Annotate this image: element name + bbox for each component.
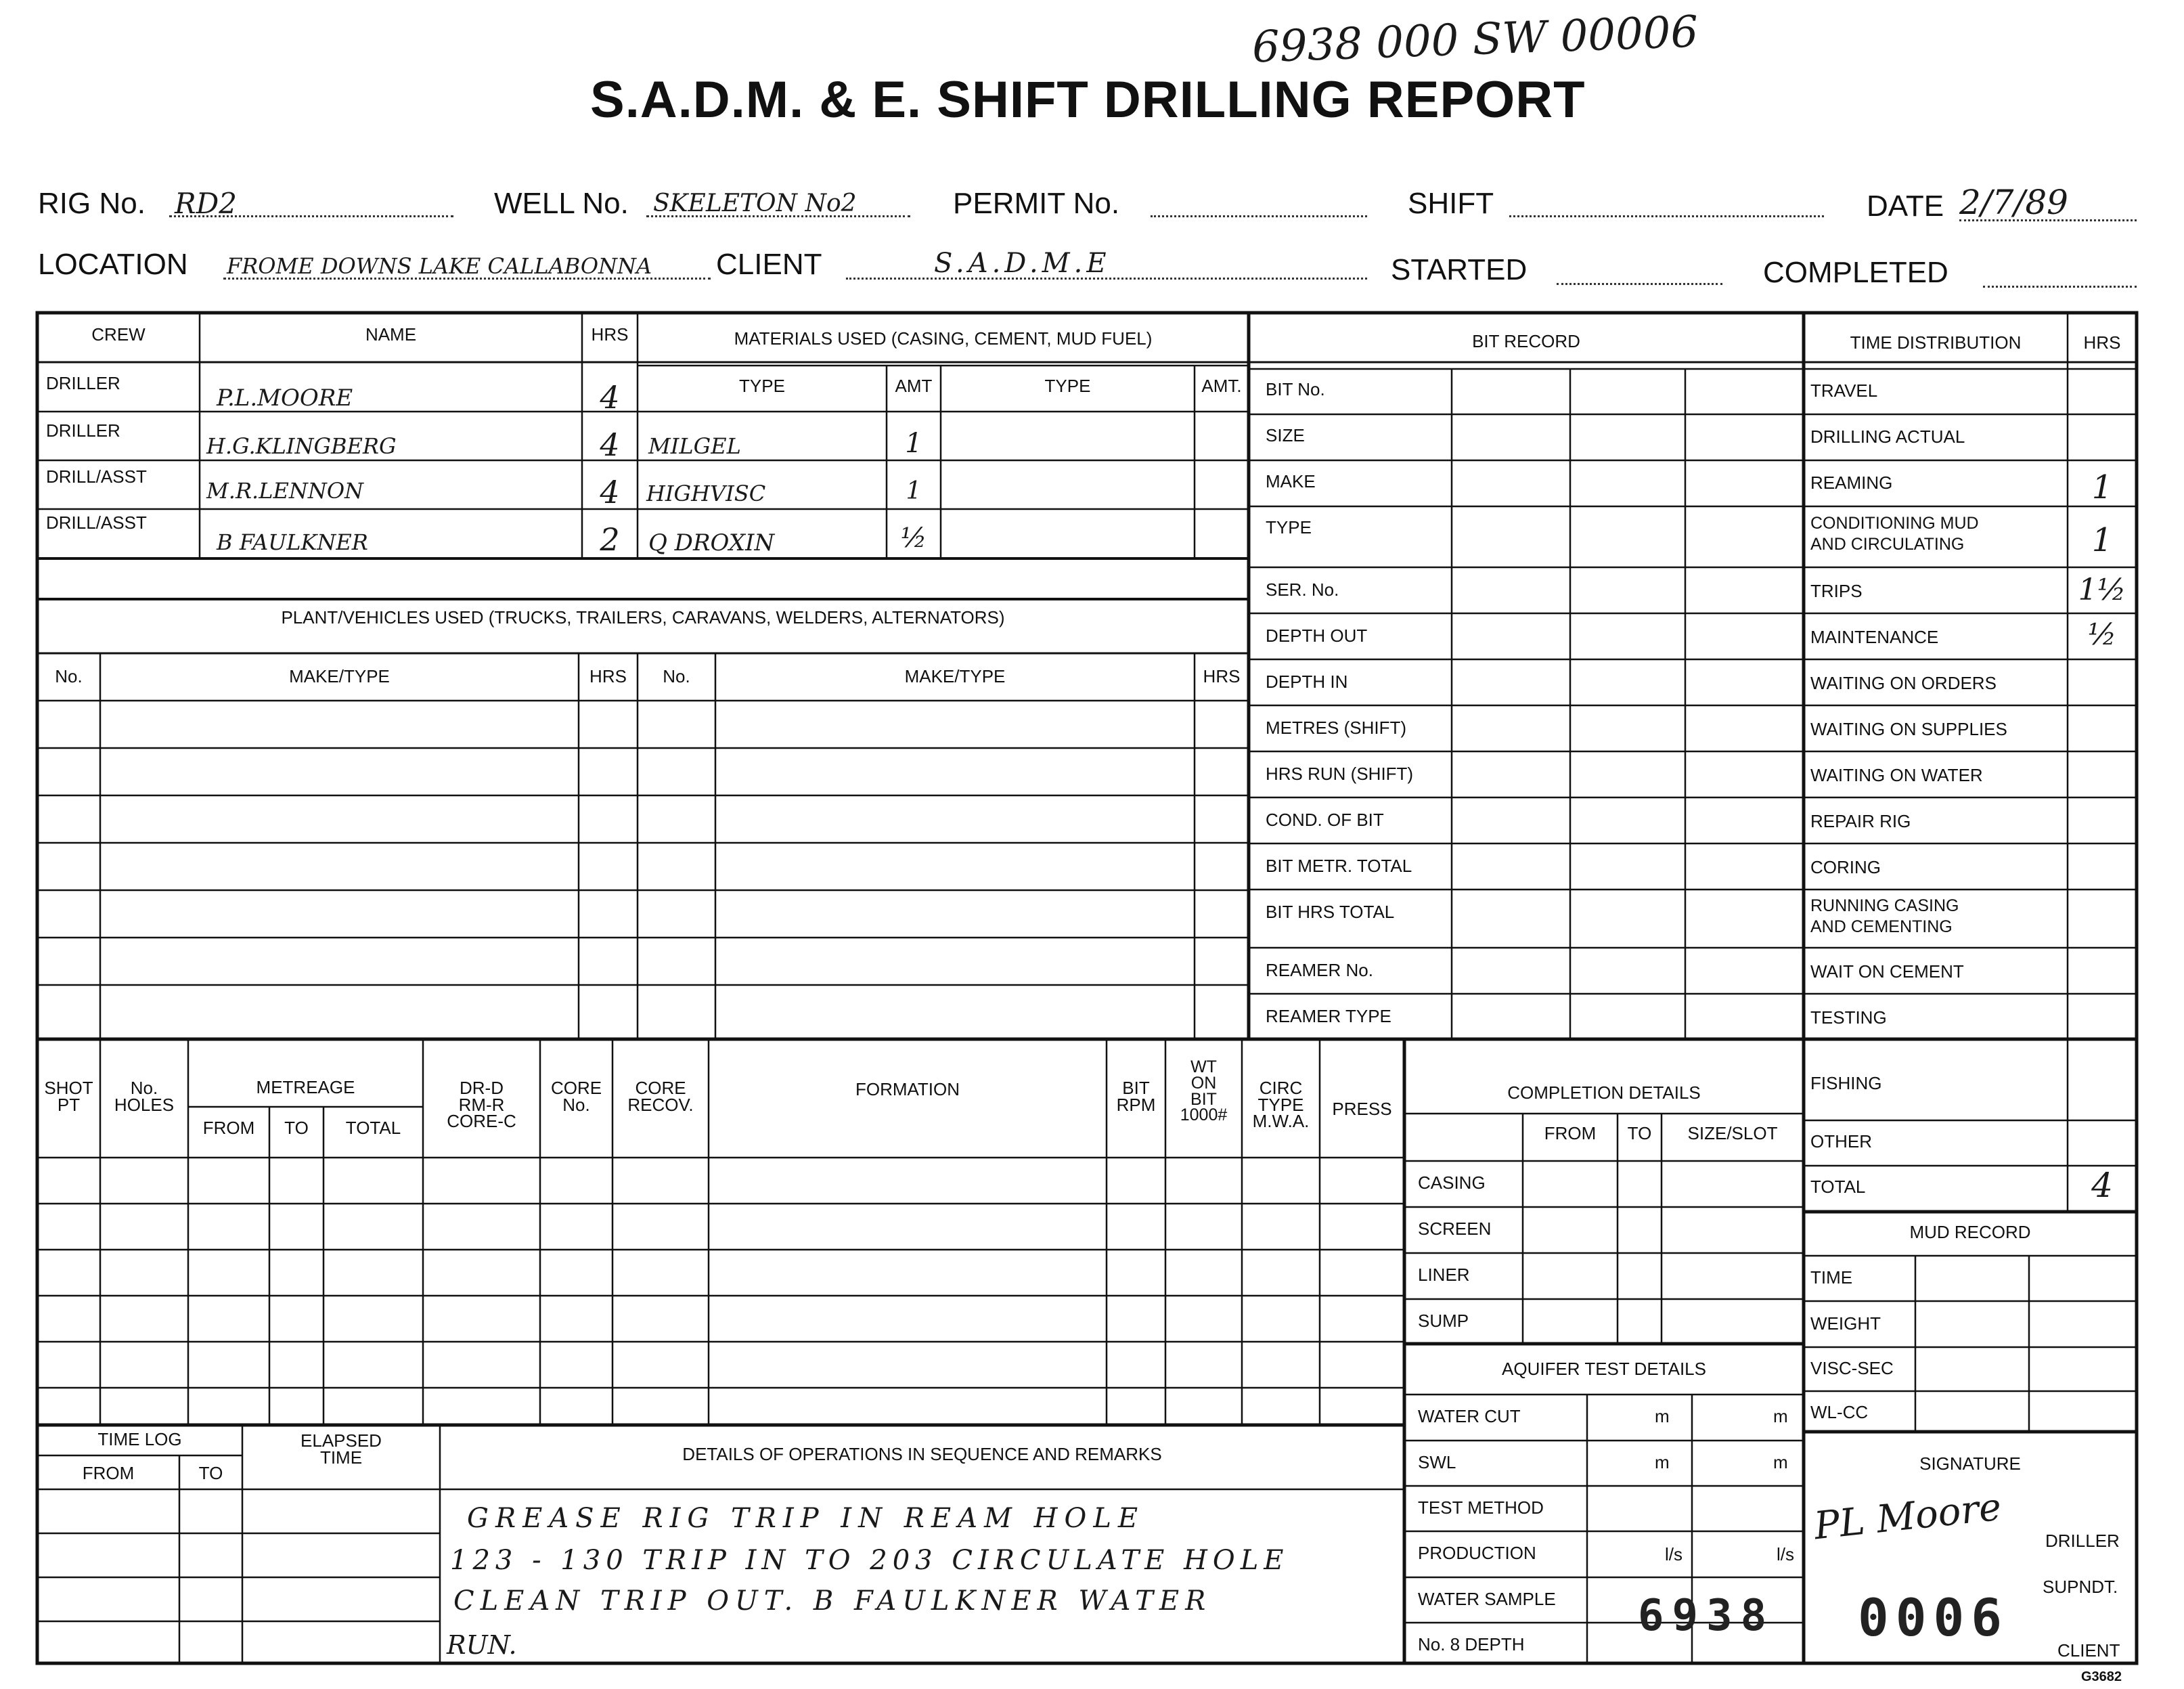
plant-no-header: No. bbox=[55, 666, 83, 686]
name-header: NAME bbox=[365, 324, 417, 345]
plant-make2-header: MAKE/TYPE bbox=[904, 666, 1006, 686]
location-value[interactable]: FROME DOWNS LAKE CALLABONNA bbox=[227, 253, 652, 279]
time-hrs-value[interactable]: 1 bbox=[2091, 468, 2113, 506]
material-amt-3[interactable]: ½ bbox=[900, 523, 927, 554]
plant-no2-header: No. bbox=[663, 666, 690, 686]
time-row-label: TOTAL bbox=[1810, 1177, 1866, 1197]
time-hrs-value[interactable]: 1 bbox=[2091, 521, 2113, 559]
bit-row-label: REAMER TYPE bbox=[1266, 1006, 1391, 1026]
aquifer-unit: m bbox=[1773, 1406, 1788, 1426]
completion-from-header: FROM bbox=[1544, 1123, 1597, 1143]
aquifer-unit: m bbox=[1655, 1452, 1670, 1472]
time-hrs-value[interactable]: ½ bbox=[2087, 617, 2117, 652]
remarks-line-3[interactable]: CLEAN TRIP OUT. B FAULKNER WATER bbox=[453, 1585, 1212, 1617]
time-row-label: CORING bbox=[1810, 857, 1881, 877]
drd-header: DR-D RM-R CORE-C bbox=[447, 1078, 516, 1132]
material-type-1[interactable]: MILGEL bbox=[648, 433, 741, 459]
aquifer-unit: m bbox=[1773, 1452, 1788, 1472]
completion-size-header: SIZE/SLOT bbox=[1687, 1123, 1778, 1143]
report-title: S.A.D.M. & E. SHIFT DRILLING REPORT bbox=[590, 71, 1586, 129]
bit-row-label: MAKE bbox=[1266, 471, 1316, 491]
aquifer-row-label: PRODUCTION bbox=[1418, 1543, 1536, 1563]
crew-role-1: DRILLER bbox=[46, 373, 120, 393]
elapsed-time-header: ELAPSED TIME bbox=[300, 1430, 382, 1468]
stamp-number-left: 6938 bbox=[1638, 1591, 1775, 1641]
material-type-2[interactable]: HIGHVISC bbox=[646, 481, 766, 506]
time-row-label: WAITING ON WATER bbox=[1810, 765, 1983, 785]
well-label: WELL No. bbox=[494, 187, 629, 220]
time-row-label: TESTING bbox=[1810, 1007, 1887, 1028]
crew-name-1[interactable]: P.L.MOORE bbox=[217, 385, 353, 412]
remarks-line-2[interactable]: 123 - 130 TRIP IN TO 203 CIRCULATE HOLE bbox=[450, 1545, 1289, 1576]
time-distribution-header: TIME DISTRIBUTION bbox=[1850, 332, 2022, 353]
crew-name-2[interactable]: H.G.KLINGBERG bbox=[206, 433, 397, 459]
well-value[interactable]: SKELETON No2 bbox=[653, 190, 857, 217]
aquifer-header: AQUIFER TEST DETAILS bbox=[1502, 1359, 1706, 1379]
materials-header: MATERIALS USED (CASING, CEMENT, MUD FUEL) bbox=[734, 328, 1153, 349]
time-row-label: OTHER bbox=[1810, 1131, 1872, 1151]
crew-header: CREW bbox=[91, 324, 146, 345]
bit-row-label: DEPTH OUT bbox=[1266, 626, 1368, 646]
completion-row-label: SCREEN bbox=[1418, 1219, 1492, 1239]
time-row-label: REPAIR RIG bbox=[1810, 811, 1911, 831]
form-code: G3682 bbox=[2081, 1669, 2122, 1684]
completion-row-label: SUMP bbox=[1418, 1311, 1469, 1331]
bit-row-label: COND. OF BIT bbox=[1266, 810, 1384, 830]
time-row-label: CONDITIONING MUD AND CIRCULATING bbox=[1810, 514, 1979, 554]
core-recov-header: CORE RECOV. bbox=[627, 1078, 694, 1115]
driller-signature[interactable]: PL Moore bbox=[1812, 1485, 2003, 1549]
plant-make-header: MAKE/TYPE bbox=[289, 666, 390, 686]
plant-hrs2-header: HRS bbox=[1203, 666, 1241, 686]
time-log-from-header: FROM bbox=[82, 1463, 135, 1483]
completion-row-label: CASING bbox=[1418, 1172, 1486, 1193]
material-amt-2[interactable]: 1 bbox=[906, 477, 922, 505]
core-no-header: CORE No. bbox=[550, 1078, 602, 1115]
time-row-label: RUNNING CASING AND CEMENTING bbox=[1810, 896, 1959, 937]
shift-line bbox=[1509, 215, 1824, 217]
wt-on-bit-header: WT ON BIT 1000# bbox=[1180, 1057, 1228, 1125]
plant-header: PLANT/VEHICLES USED (TRUCKS, TRAILERS, CARAVANS, WELDERS, ALTERNATORS) bbox=[281, 607, 1005, 628]
time-hrs-value[interactable]: 1½ bbox=[2078, 573, 2126, 607]
metreage-from-header: FROM bbox=[202, 1118, 255, 1138]
bit-row-label: SER. No. bbox=[1266, 579, 1339, 600]
completion-header: COMPLETION DETAILS bbox=[1507, 1082, 1701, 1103]
details-header: DETAILS OF OPERATIONS IN SEQUENCE AND REMARKS bbox=[682, 1444, 1162, 1464]
crew-name-3[interactable]: M.R.LENNON bbox=[206, 478, 364, 504]
stamp-number-right: 0006 bbox=[1858, 1587, 2009, 1648]
shot-pt-header: SHOT PT bbox=[44, 1078, 93, 1115]
circ-type-header: CIRC TYPE M.W.A. bbox=[1252, 1078, 1310, 1132]
client-sig-label: CLIENT bbox=[2057, 1640, 2120, 1661]
time-log-header: TIME LOG bbox=[97, 1429, 182, 1449]
material-type2-header: TYPE bbox=[1044, 376, 1091, 396]
time-row-label: WAITING ON SUPPLIES bbox=[1810, 719, 2007, 739]
crew-name-4[interactable]: B FAULKNER bbox=[217, 529, 368, 555]
bit-row-label: TYPE bbox=[1266, 517, 1312, 538]
completed-line bbox=[1983, 286, 2137, 288]
time-row-label: FISHING bbox=[1810, 1073, 1882, 1093]
material-type-header: TYPE bbox=[739, 376, 785, 396]
bit-row-label: BIT METR. TOTAL bbox=[1266, 856, 1412, 876]
crew-hrs-1[interactable]: 4 bbox=[600, 379, 620, 416]
shift-label: SHIFT bbox=[1408, 187, 1494, 220]
aquifer-row-label: WATER SAMPLE bbox=[1418, 1589, 1556, 1609]
date-value[interactable]: 2/7/89 bbox=[1959, 183, 2068, 222]
material-type-3[interactable]: Q DROXIN bbox=[648, 529, 775, 556]
time-row-label: TRAVEL bbox=[1810, 380, 1878, 401]
mud-row-label: WEIGHT bbox=[1810, 1313, 1881, 1334]
crew-role-3: DRILL/ASST bbox=[46, 466, 147, 487]
aquifer-row-label: TEST METHOD bbox=[1418, 1497, 1544, 1518]
started-line bbox=[1557, 283, 1722, 285]
metreage-header: METREAGE bbox=[256, 1077, 355, 1097]
completion-row-label: LINER bbox=[1418, 1265, 1470, 1285]
aquifer-row-label: SWL bbox=[1418, 1452, 1456, 1472]
bit-row-label: METRES (SHIFT) bbox=[1266, 718, 1406, 738]
client-label: CLIENT bbox=[716, 248, 822, 281]
date-label: DATE bbox=[1867, 190, 1944, 223]
remarks-line-1[interactable]: GREASE RIG TRIP IN REAM HOLE bbox=[467, 1503, 1145, 1534]
bit-row-label: BIT HRS TOTAL bbox=[1266, 902, 1395, 922]
metreage-to-header: TO bbox=[284, 1118, 309, 1138]
mud-row-label: VISC-SEC bbox=[1810, 1358, 1894, 1378]
bit-row-label: BIT No. bbox=[1266, 379, 1325, 399]
bit-row-label: REAMER No. bbox=[1266, 960, 1373, 980]
permit-label: PERMIT No. bbox=[953, 187, 1120, 220]
material-amt-header: AMT bbox=[895, 376, 933, 396]
plant-hrs-header: HRS bbox=[589, 666, 627, 686]
remarks-line-4[interactable]: RUN. bbox=[447, 1630, 517, 1660]
driller-sig-label: DRILLER bbox=[2045, 1531, 2120, 1551]
time-row-label: DRILLING ACTUAL bbox=[1810, 426, 1965, 447]
metreage-total-header: TOTAL bbox=[345, 1118, 401, 1138]
bit-row-label: HRS RUN (SHIFT) bbox=[1266, 764, 1414, 784]
aquifer-row-label: No. 8 DEPTH bbox=[1418, 1634, 1525, 1654]
formation-header: FORMATION bbox=[855, 1079, 960, 1099]
aquifer-row-label: WATER CUT bbox=[1418, 1406, 1521, 1426]
press-header: PRESS bbox=[1332, 1099, 1392, 1119]
permit-line bbox=[1151, 215, 1367, 217]
bit-row-label: SIZE bbox=[1266, 425, 1305, 445]
time-row-label: TRIPS bbox=[1810, 581, 1863, 601]
bit-record-header: BIT RECORD bbox=[1472, 331, 1580, 351]
completed-label: COMPLETED bbox=[1763, 256, 1948, 289]
rig-label: RIG No. bbox=[38, 187, 146, 220]
time-row-label: WAIT ON CEMENT bbox=[1810, 961, 1964, 982]
time-row-label: WAITING ON ORDERS bbox=[1810, 673, 1997, 693]
supndt-sig-label: SUPNDT. bbox=[2043, 1577, 2118, 1597]
time-log-to-header: TO bbox=[198, 1463, 223, 1483]
aquifer-unit: l/s bbox=[1777, 1544, 1794, 1564]
crew-hrs-header: HRS bbox=[591, 324, 629, 345]
mud-row-label: WL-CC bbox=[1810, 1402, 1869, 1422]
reference-number: 6938 000 SW 00006 bbox=[1251, 7, 1699, 73]
mud-record-header: MUD RECORD bbox=[1909, 1222, 2031, 1242]
bit-row-label: DEPTH IN bbox=[1266, 672, 1348, 692]
time-row-label: REAMING bbox=[1810, 473, 1893, 493]
time-row-label: MAINTENANCE bbox=[1810, 627, 1939, 647]
crew-hrs-2[interactable]: 4 bbox=[600, 426, 620, 463]
material-amt-1[interactable]: 1 bbox=[905, 428, 922, 459]
mud-row-label: TIME bbox=[1810, 1267, 1853, 1288]
completion-to-header: TO bbox=[1627, 1123, 1652, 1143]
started-label: STARTED bbox=[1391, 253, 1528, 286]
client-value[interactable]: S.A.D.M.E bbox=[934, 248, 1111, 279]
aquifer-unit: m bbox=[1655, 1406, 1670, 1426]
crew-hrs-3[interactable]: 4 bbox=[600, 474, 620, 510]
signature-header: SIGNATURE bbox=[1919, 1453, 2021, 1474]
crew-hrs-4[interactable]: 2 bbox=[600, 521, 620, 558]
aquifer-unit: l/s bbox=[1665, 1544, 1682, 1564]
time-hrs-header: HRS bbox=[2083, 332, 2121, 353]
rig-value[interactable]: RD2 bbox=[175, 187, 238, 220]
bit-rpm-header: BIT RPM bbox=[1116, 1078, 1156, 1115]
crew-role-4: DRILL/ASST bbox=[46, 512, 147, 533]
crew-role-2: DRILLER bbox=[46, 420, 120, 441]
time-total-value[interactable]: 4 bbox=[2091, 1166, 2113, 1205]
material-amt2-header: AMT. bbox=[1201, 376, 1242, 396]
location-label: LOCATION bbox=[38, 248, 188, 281]
no-holes-header: No. HOLES bbox=[114, 1078, 175, 1115]
